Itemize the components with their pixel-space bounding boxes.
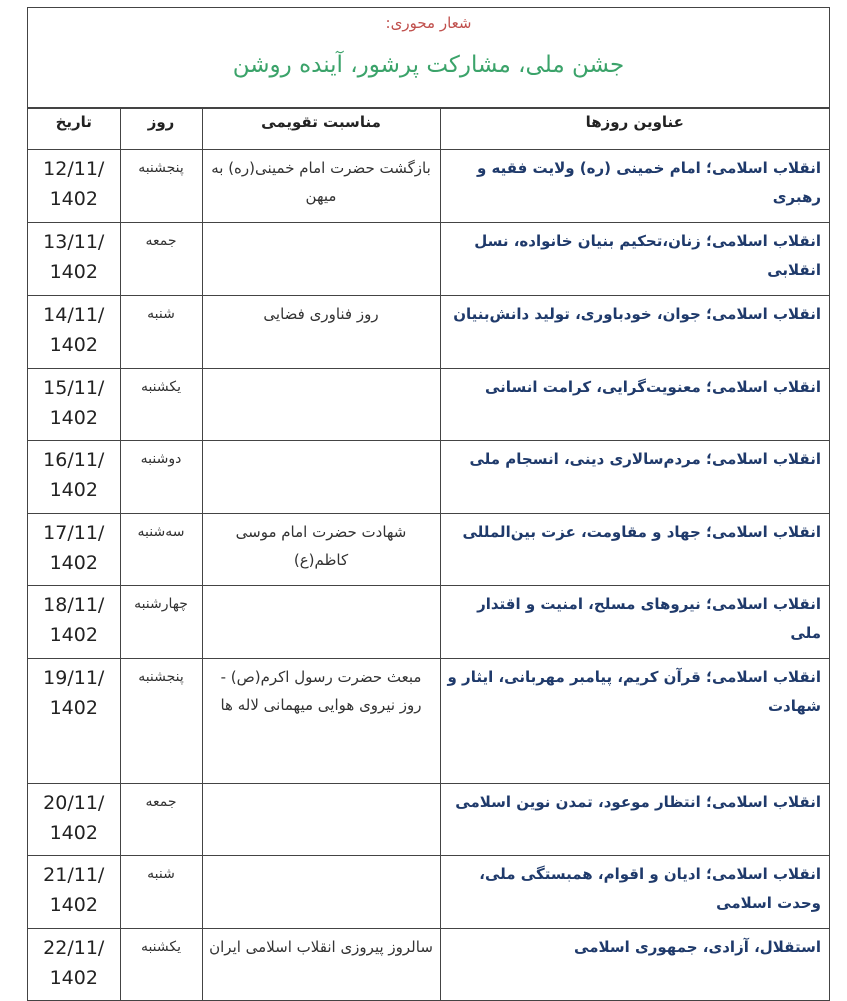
- slogan-text: جشن ملی، مشارکت پرشور، آینده روشن: [232, 52, 625, 78]
- occasion-cell: روز فناوری فضایی: [202, 296, 440, 369]
- day-cell: شنبه: [120, 296, 202, 369]
- table-row: [28, 296, 829, 369]
- header-row: [28, 109, 829, 150]
- occasion-cell: سالروز پیروزی انقلاب اسلامی ایران: [202, 929, 440, 1001]
- occasion-cell: [202, 784, 440, 856]
- header-occasion: مناسبت تقویمی: [202, 109, 440, 150]
- occasion-cell: [202, 369, 440, 441]
- day-cell: جمعه: [120, 784, 202, 856]
- table-row: [28, 150, 829, 223]
- day-cell: یکشنبه: [120, 929, 202, 1001]
- table-row: [28, 784, 829, 856]
- title-cell: انقلاب اسلامی؛ انتظار موعود، تمدن نوین اسلامی: [440, 784, 829, 856]
- slogan-section: [28, 8, 829, 108]
- occasion-cell: [202, 223, 440, 296]
- occasion-cell: مبعث حضرت رسول اکرم(ص) - روز نیروی هوایی میهمانی لاله ها: [202, 659, 440, 784]
- date-cell: 18/11/ 1402: [28, 586, 120, 659]
- table-row: [28, 659, 829, 784]
- day-cell: شنبه: [120, 856, 202, 929]
- date-cell: 17/11/ 1402: [28, 514, 120, 586]
- title-cell: انقلاب اسلامی؛ جهاد و مقاومت، عزت بین‌المللی: [440, 514, 829, 586]
- title-cell: انقلاب اسلامی؛ جوان، خودباوری، تولید دانش‌بنیان: [440, 296, 829, 369]
- title-cell: استقلال، آزادی، جمهوری اسلامی: [440, 929, 829, 1001]
- title-cell: انقلاب اسلامی؛ زنان،تحکیم بنیان خانواده، نسل انقلابی: [440, 223, 829, 296]
- header-title: عناوین روزها: [440, 109, 829, 150]
- date-cell: 19/11/ 1402: [28, 659, 120, 784]
- date-cell: 16/11/ 1402: [28, 441, 120, 514]
- title-cell: انقلاب اسلامی؛ معنویت‌گرایی، کرامت انسانی: [440, 369, 829, 441]
- day-cell: چهارشنبه: [120, 586, 202, 659]
- occasion-cell: شهادت حضرت امام موسی کاظم(ع): [202, 514, 440, 586]
- date-cell: 20/11/ 1402: [28, 784, 120, 856]
- table-row: [28, 856, 829, 929]
- table-row: [28, 586, 829, 659]
- day-cell: پنجشنبه: [120, 659, 202, 784]
- table-row: [28, 441, 829, 514]
- date-cell: 21/11/ 1402: [28, 856, 120, 929]
- table-row: [28, 514, 829, 586]
- day-cell: سه‌شنبه: [120, 514, 202, 586]
- day-cell: دوشنبه: [120, 441, 202, 514]
- title-cell: انقلاب اسلامی؛ امام خمینی (ره) ولایت فقیه و رهبری: [440, 150, 829, 223]
- title-cell: انقلاب اسلامی؛ مردم‌سالاری دینی، انسجام ملی: [440, 441, 829, 514]
- date-cell: 13/11/ 1402: [28, 223, 120, 296]
- header-date: تاریخ: [28, 109, 120, 150]
- day-cell: یکشنبه: [120, 369, 202, 441]
- date-cell: 12/11/ 1402: [28, 150, 120, 223]
- date-cell: 15/11/ 1402: [28, 369, 120, 441]
- occasion-cell: [202, 586, 440, 659]
- slogan-label: شعار محوری:: [385, 14, 472, 32]
- title-cell: انقلاب اسلامی؛ ادیان و اقوام، همبستگی ملی، وحدت اسلامی: [440, 856, 829, 929]
- title-cell: انقلاب اسلامی؛ قرآن کریم، پیامبر مهربانی، ایثار و شهادت: [440, 659, 829, 784]
- schedule-table: [28, 108, 829, 1001]
- date-cell: 14/11/ 1402: [28, 296, 120, 369]
- table-row: [28, 929, 829, 1001]
- date-cell: 22/11/ 1402: [28, 929, 120, 1001]
- occasion-cell: [202, 441, 440, 514]
- day-cell: پنجشنبه: [120, 150, 202, 223]
- schedule-document: [27, 7, 830, 1001]
- header-day: روز: [120, 109, 202, 150]
- occasion-cell: بازگشت حضرت امام خمینی(ره) به میهن: [202, 150, 440, 223]
- table-row: [28, 223, 829, 296]
- title-cell: انقلاب اسلامی؛ نیروهای مسلح، امنیت و اقتدار ملی: [440, 586, 829, 659]
- day-cell: جمعه: [120, 223, 202, 296]
- occasion-cell: [202, 856, 440, 929]
- table-row: [28, 369, 829, 441]
